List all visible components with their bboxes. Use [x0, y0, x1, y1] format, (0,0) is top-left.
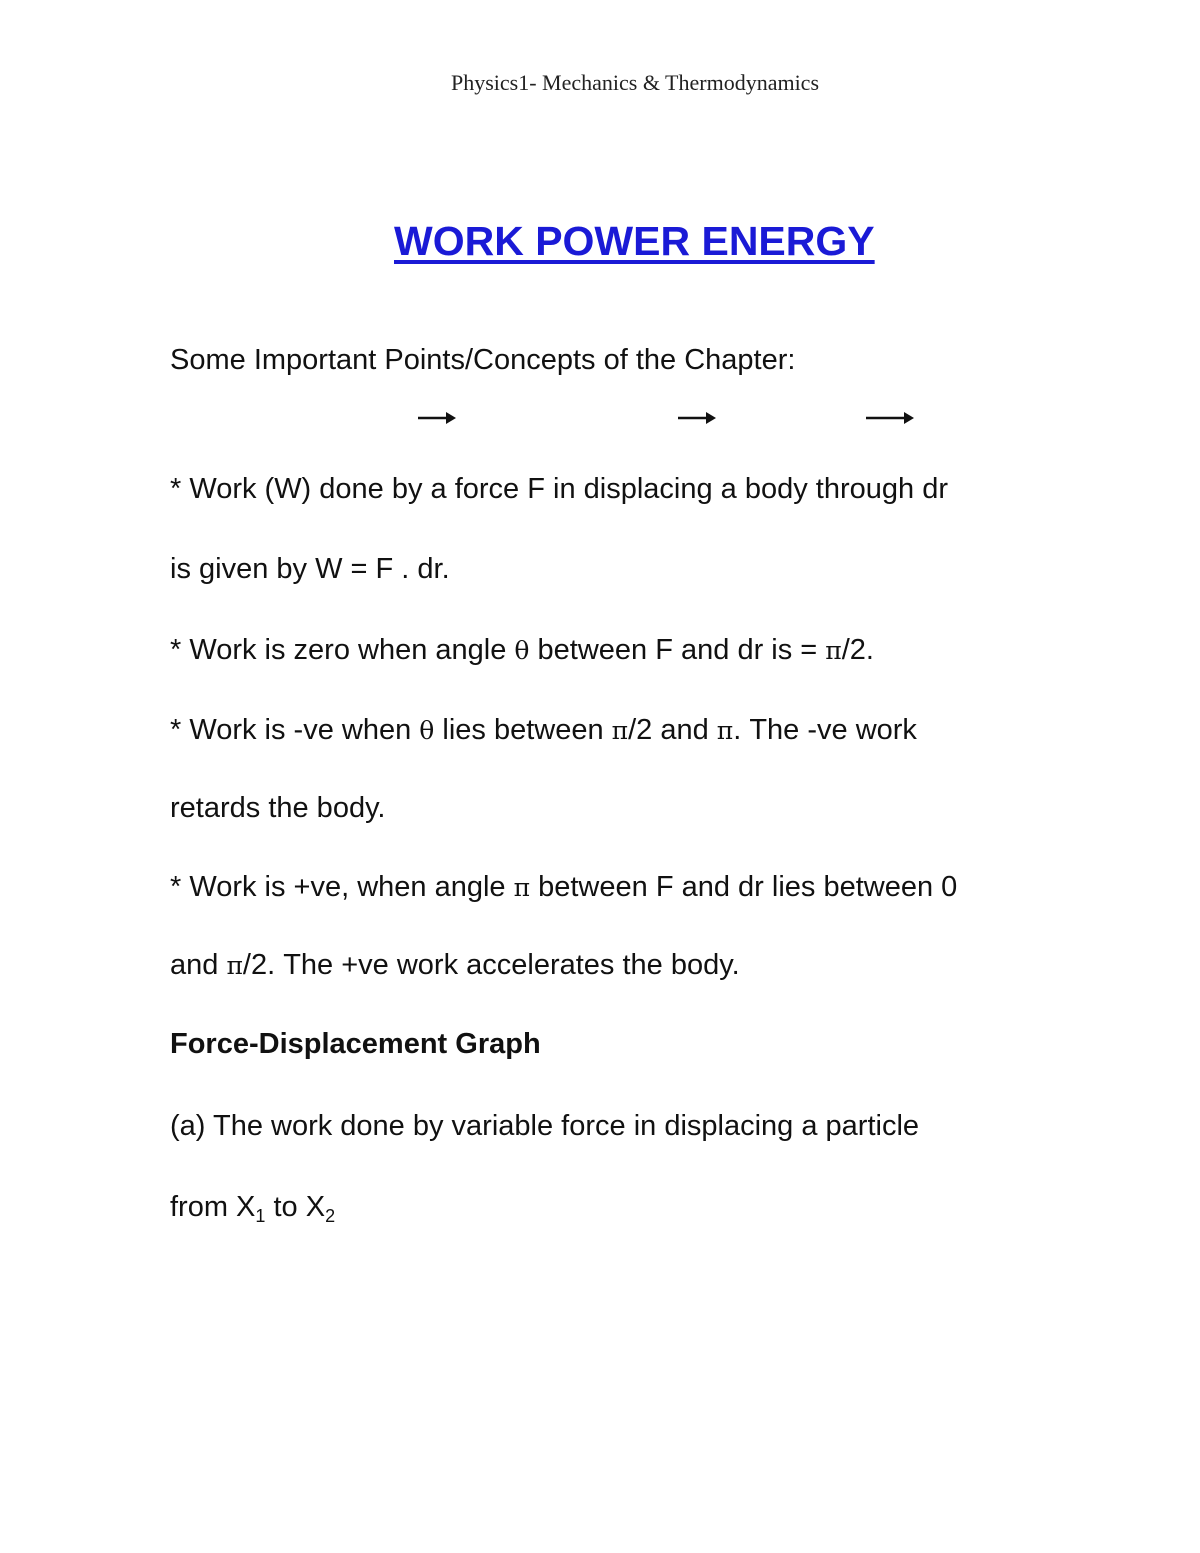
pi-symbol: π	[513, 873, 531, 902]
text-segment: * Work is zero when angle	[170, 634, 515, 666]
item-a-line2	[170, 1193, 335, 1225]
text-segment: * Work is +ve, when angle	[170, 871, 514, 903]
vector-arrow-icon	[416, 408, 458, 428]
text-segment: /2 and	[628, 714, 717, 746]
paragraph-work-positive-line1	[170, 873, 957, 902]
page-title: WORK POWER ENERGY	[394, 218, 875, 264]
text-segment: lies between	[434, 714, 612, 746]
vector-arrow-icon	[864, 408, 916, 428]
running-header: Physics1- Mechanics & Thermodynamics	[450, 70, 820, 95]
text-segment: and	[170, 949, 227, 981]
pi-symbol: π	[716, 716, 734, 745]
text-segment: * Work is -ve when	[170, 714, 420, 746]
subscript: 1	[255, 1206, 266, 1226]
text-segment: /2.	[841, 634, 874, 666]
section-heading: Force-Displacement Graph	[170, 1028, 541, 1060]
item-a-line1: (a) The work done by variable force in displacing a particle	[170, 1110, 920, 1142]
paragraph-work-negative-line2: retards the body.	[170, 792, 386, 824]
theta-symbol: θ	[514, 636, 530, 665]
paragraph-work-zero	[170, 636, 874, 665]
subscript: 2	[325, 1206, 336, 1226]
paragraph-work-definition-line1: * Work (W) done by a force F in displacing a body through dr	[170, 473, 949, 505]
pi-symbol: π	[825, 636, 842, 665]
theta-symbol: θ	[419, 716, 435, 745]
paragraph-work-definition-line2: is given by W = F . dr.	[170, 553, 450, 585]
pi-symbol: π	[611, 716, 629, 745]
text-segment: between F and dr lies between 0	[530, 871, 958, 903]
text-segment: . The -ve work	[733, 714, 917, 746]
pi-symbol: π	[226, 951, 243, 980]
text-segment: between F and dr is =	[529, 634, 826, 666]
paragraph-work-positive-line2	[170, 951, 740, 980]
text-segment: /2. The +ve work accelerates the body.	[242, 949, 740, 981]
text-segment: from X	[170, 1191, 256, 1223]
paragraph-work-negative-line1	[170, 716, 917, 745]
text-segment: to X	[265, 1191, 326, 1223]
intro-text: Some Important Points/Concepts of the Chapter:	[170, 344, 796, 376]
vector-arrow-icon	[676, 408, 718, 428]
